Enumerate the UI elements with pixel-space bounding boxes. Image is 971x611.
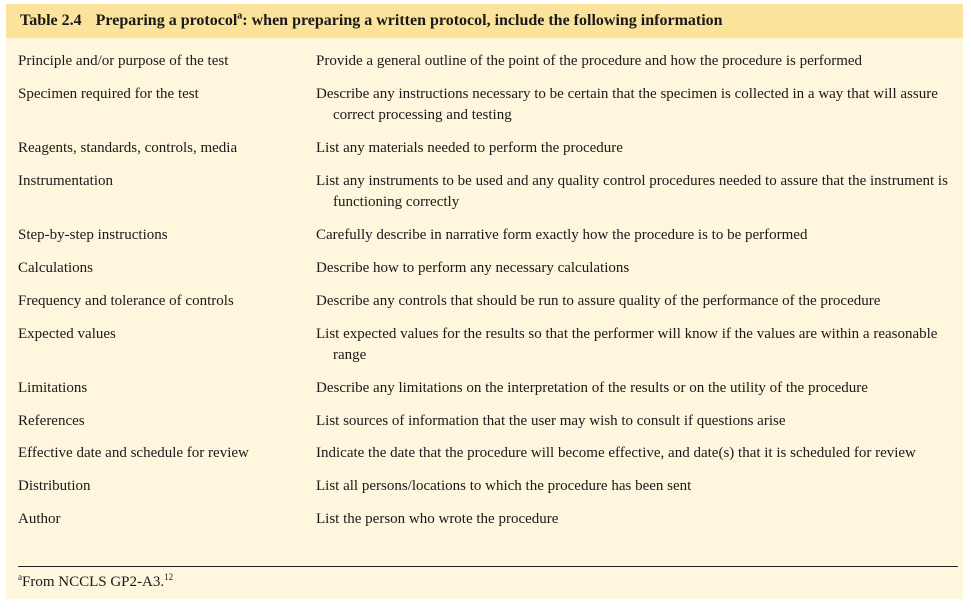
row-description: Describe how to perform any necessary calculations <box>316 259 630 276</box>
table-row <box>6 324 963 367</box>
table-row <box>6 509 963 531</box>
row-item: References <box>18 412 85 429</box>
row-description: Indicate the date that the procedure will become effective, and date(s) that it is scheduled for review <box>316 445 916 462</box>
table-row <box>6 171 963 214</box>
row-description: Describe any controls that should be run to assure quality of the performance of the procedure <box>316 292 881 309</box>
row-item: Reagents, standards, controls, media <box>18 140 238 157</box>
table-row <box>6 84 963 127</box>
row-item: Calculations <box>18 259 93 276</box>
table-number: Table 2.4 <box>20 12 82 29</box>
table-row <box>6 225 963 247</box>
row-description: List sources of information that the user may wish to consult if questions arise <box>316 412 786 429</box>
row-description: List all persons/locations to which the procedure has been sent <box>316 478 692 495</box>
row-item: Specimen required for the test <box>18 85 199 102</box>
footnote-reference: 12 <box>164 572 174 582</box>
footnote-divider <box>18 566 958 567</box>
table-title-main: Preparing a protocol <box>95 12 238 29</box>
table-row <box>6 476 963 498</box>
row-description: List any instruments to be used and any quality control procedures needed to assure that the instrument is functioning correctly <box>316 172 948 211</box>
table-row <box>6 443 963 465</box>
table-title-rest: : when preparing a written protocol, include the following information <box>242 12 723 29</box>
row-item: Effective date and schedule for review <box>18 445 249 462</box>
table-row <box>6 51 963 73</box>
table-caption <box>6 4 963 38</box>
table-row <box>6 378 963 400</box>
row-item: Instrumentation <box>18 172 113 189</box>
protocol-table <box>6 4 963 599</box>
table-title <box>96 12 723 30</box>
table-row <box>6 258 963 280</box>
footnote-mark: a <box>18 572 22 582</box>
row-description: List any materials needed to perform the procedure <box>316 140 623 157</box>
row-description: Provide a general outline of the point of the procedure and how the procedure is performed <box>316 53 863 69</box>
row-item: Limitations <box>18 379 88 396</box>
row-item: Principle and/or purpose of the test <box>18 53 229 69</box>
row-item: Author <box>18 511 61 528</box>
row-description: List the person who wrote the procedure <box>316 511 559 528</box>
table-row <box>6 411 963 433</box>
row-item: Step-by-step instructions <box>18 227 168 244</box>
table-footnote <box>18 574 173 591</box>
table-title-footnote-mark: a <box>237 10 243 22</box>
row-description: List expected values for the results so that the performer will know if the values are within a reasonable range <box>316 325 938 364</box>
row-description: Describe any instructions necessary to be certain that the specimen is collected in a way that will assure correct processing and testing <box>316 85 938 124</box>
row-item: Expected values <box>18 325 116 342</box>
row-item: Frequency and tolerance of controls <box>18 292 234 309</box>
table-row <box>6 291 963 313</box>
table-body <box>6 38 963 531</box>
row-item: Distribution <box>18 478 91 495</box>
footnote-text: From NCCLS GP2-A3. <box>22 574 165 590</box>
row-description: Carefully describe in narrative form exactly how the procedure is to be performed <box>316 227 808 244</box>
table-row <box>6 138 963 160</box>
row-description: Describe any limitations on the interpretation of the results or on the utility of the procedure <box>316 379 868 396</box>
